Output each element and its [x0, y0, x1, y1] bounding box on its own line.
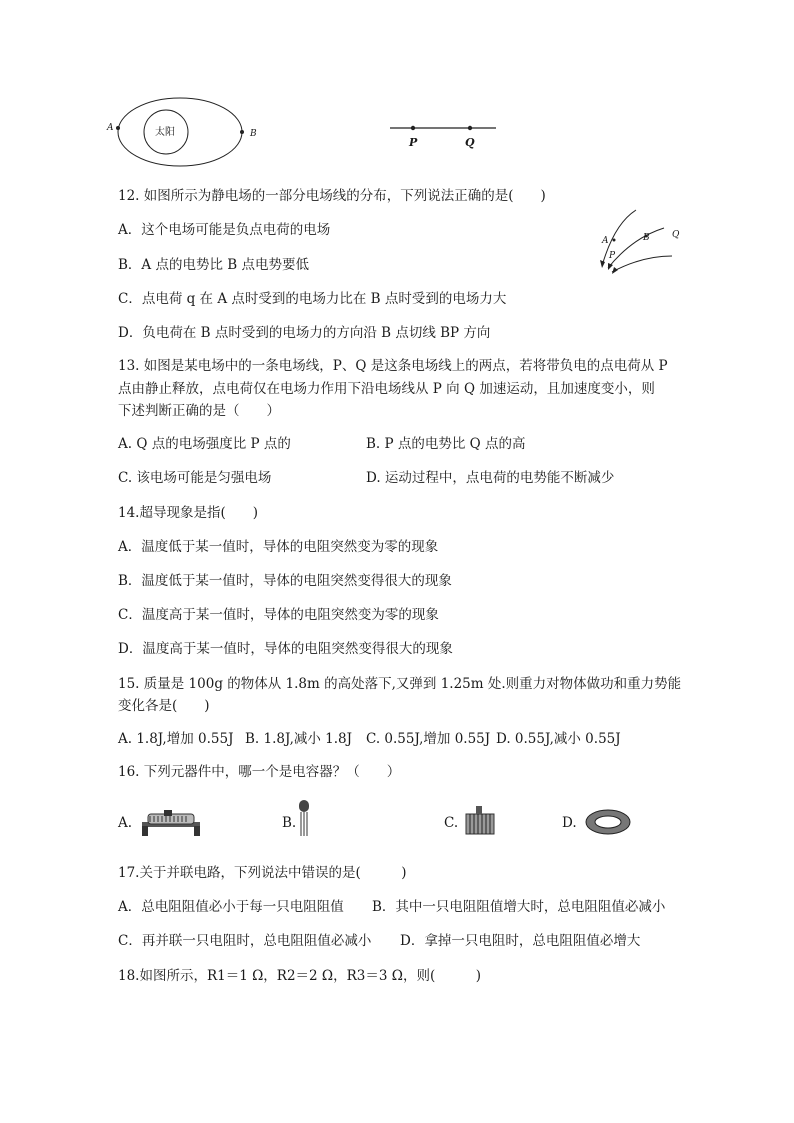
q14-option-d: D．温度高于某一值时，导体的电阻突然变得很大的现象 [118, 641, 453, 657]
pq-label-q: Q [465, 136, 475, 149]
point-q-dot [468, 126, 472, 130]
q14-option-b: B．温度低于某一值时，导体的电阻突然变得很大的现象 [118, 573, 452, 589]
q13-option-a: A. Q 点的电场强度比 P 点的 [118, 436, 291, 452]
arrow-head-1 [600, 260, 605, 268]
q12-option-d: D．负电荷在 B 点时受到的电场力的方向沿 B 点切线 BP 方向 [118, 325, 491, 341]
q16-option-a-label: A. [118, 815, 133, 831]
orbit-label-b: B [250, 129, 257, 139]
point-p-dot [411, 126, 415, 130]
q16-option-d-label: D. [562, 815, 577, 831]
q13-stem-line-1: 13. 如图是某电场中的一条电场线，P、Q 是这条电场线上的两点，若将带负电的点电荷从 P [118, 358, 668, 374]
arrow-head-3 [612, 267, 618, 274]
q13-option-d: D. 运动过程中，点电荷的电势能不断减少 [366, 470, 615, 486]
q15-option-a: A. 1.8J,增加 0.55J [118, 731, 234, 747]
q14-option-c: C．温度高于某一值时，导体的电阻突然变为零的现象 [118, 607, 439, 623]
q14-stem: 14.超导现象是指( ) [118, 505, 259, 521]
q17-stem: 17.关于并联电路，下列说法中错误的是( ) [118, 865, 407, 881]
q17-option-d: D．拿掉一只电阻时，总电阻阻值必增大 [400, 933, 641, 949]
q17-option-a: A．总电阻阻值必小于每一只电阻阻值 [118, 899, 344, 915]
q12-option-a: A．这个电场可能是负点电荷的电场 [118, 222, 331, 238]
field-point-a [613, 239, 616, 242]
q16-option-b-label: B. [282, 815, 297, 831]
q16-stem: 16. 下列元器件中，哪一个是电容器？（ ） [118, 764, 401, 780]
q12-option-c: C．点电荷 q 在 A 点时受到的电场力比在 B 点时受到的电场力大 [118, 291, 507, 307]
orbit-figure [118, 92, 268, 172]
rheostat-icon [140, 808, 202, 838]
q18-stem: 18.如图所示，R1＝1 Ω，R2＝2 Ω，R3＝3 Ω，则( ) [118, 968, 481, 984]
pq-line-figure [390, 122, 500, 134]
q13-stem-line-3: 下述判断正确的是（ ） [118, 403, 280, 419]
q17-option-b: B．其中一只电阻阻值增大时，总电阻阻值必减小 [372, 899, 666, 915]
orbit-ellipse [118, 98, 242, 166]
q12-stem: 12. 如图所示为静电场的一部分电场线的分布，下列说法正确的是( ) [118, 188, 546, 204]
q15-option-b: B. 1.8J,减小 1.8J [245, 731, 353, 747]
point-b-dot [240, 130, 244, 134]
q15-option-d: D. 0.55J,减小 0.55J [496, 731, 621, 747]
sun-label: 太阳 [155, 127, 175, 138]
q14-option-a: A．温度低于某一值时，导体的电阻突然变为零的现象 [118, 539, 439, 555]
point-a-dot [116, 126, 120, 130]
q15-option-c: C. 0.55J,增加 0.55J [366, 731, 491, 747]
q15-stem-line-2: 变化各是( ) [118, 698, 210, 714]
orbit-label-a: A [107, 123, 114, 133]
q12-option-b: B．A 点的电势比 B 点电势要低 [118, 257, 309, 273]
field-label-p: P [609, 251, 616, 261]
pq-label-p: P [409, 136, 418, 149]
q15-stem-line-1: 15. 质量是 100g 的物体从 1.8m 的高处落下,又弹到 1.25m 处.则重力对物体做功和重力势能 [118, 676, 682, 692]
q13-stem-line-2: 点由静止释放，点电荷仅在电场力作用下沿电场线从 P 向 Q 加速运动，且加速度变小，则 [118, 381, 655, 397]
q13-option-c: C. 该电场可能是匀强电场 [118, 470, 272, 486]
variable-capacitor-icon [462, 806, 498, 838]
inductor-coil-icon [584, 808, 632, 836]
q17-option-c: C．再并联一只电阻时，总电阻阻值必减小 [118, 933, 372, 949]
transistor-icon [296, 798, 312, 838]
field-label-q: Q [672, 230, 680, 240]
q13-option-b: B. P 点的电势比 Q 点的高 [366, 436, 526, 452]
field-label-b: B [643, 233, 650, 243]
field-label-a: A [602, 236, 609, 246]
field-line-lower [612, 256, 672, 272]
q16-option-c-label: C. [444, 815, 459, 831]
